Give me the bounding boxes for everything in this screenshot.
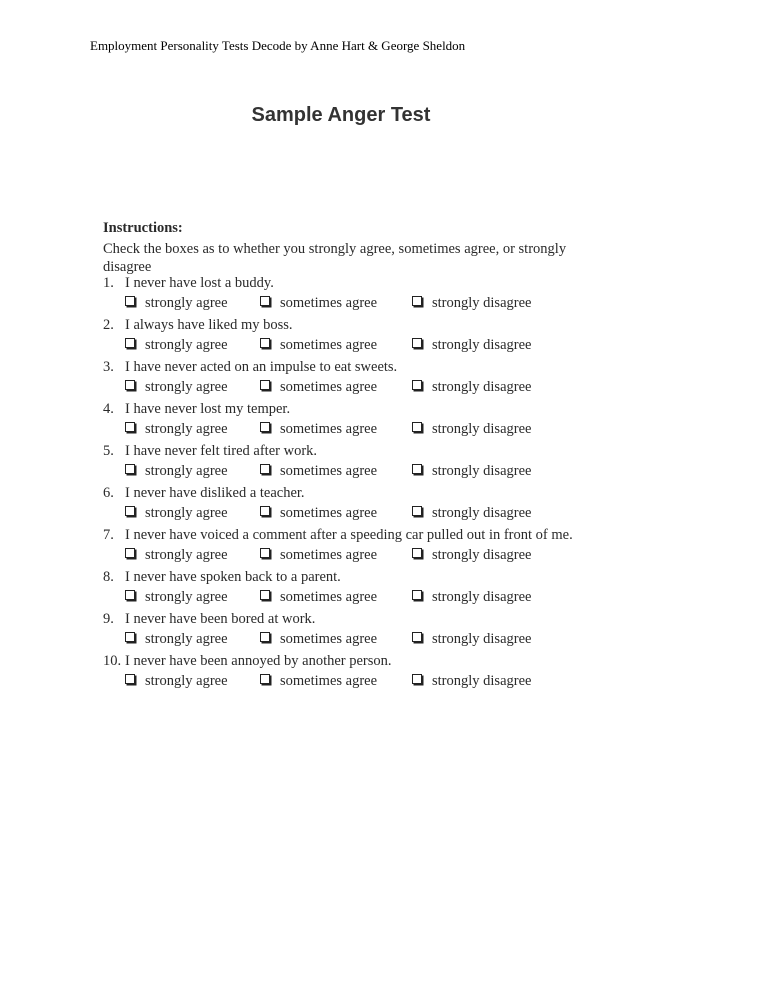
question-number: 2.	[103, 317, 114, 333]
checkbox-icon[interactable]	[260, 422, 270, 432]
option-label: sometimes agree	[280, 673, 378, 689]
question-text: I never have been annoyed by another person.	[125, 653, 392, 669]
option-label: strongly agree	[145, 421, 228, 437]
answer-option[interactable]	[260, 379, 377, 396]
answer-option[interactable]	[125, 589, 228, 606]
answer-option[interactable]	[125, 463, 228, 480]
checkbox-icon[interactable]	[412, 548, 422, 558]
question-number: 6.	[103, 485, 114, 501]
question	[103, 569, 341, 586]
question-number: 7.	[103, 527, 114, 543]
option-label: strongly disagree	[432, 337, 532, 353]
option-label: strongly agree	[145, 547, 228, 563]
checkbox-icon[interactable]	[125, 506, 135, 516]
question-number: 3.	[103, 359, 114, 375]
checkbox-icon[interactable]	[125, 380, 135, 390]
option-label: strongly agree	[145, 505, 228, 521]
checkbox-icon[interactable]	[125, 338, 135, 348]
page-header: Employment Personality Tests Decode by Anne Hart & George Sheldon	[90, 38, 466, 53]
option-label: sometimes agree	[280, 589, 378, 605]
question-number: 8.	[103, 569, 114, 585]
answer-option[interactable]	[125, 295, 228, 312]
answer-option[interactable]	[125, 505, 228, 522]
answer-option[interactable]	[125, 421, 228, 438]
question-text: I have never felt tired after work.	[125, 443, 318, 459]
checkbox-icon[interactable]	[260, 380, 270, 390]
option-label: strongly agree	[145, 589, 228, 605]
question-text: I never have disliked a teacher.	[125, 485, 305, 501]
checkbox-icon[interactable]	[412, 296, 422, 306]
question-text: I never have lost a buddy.	[125, 275, 274, 291]
question	[103, 401, 290, 418]
answer-option[interactable]	[412, 631, 531, 648]
option-label: strongly disagree	[432, 505, 532, 521]
answer-option[interactable]	[260, 589, 377, 606]
option-label: strongly disagree	[432, 463, 532, 479]
option-label: sometimes agree	[280, 547, 378, 563]
option-label: strongly agree	[145, 673, 228, 689]
answer-option[interactable]	[412, 547, 531, 564]
question	[103, 485, 305, 502]
question-text: I have never lost my temper.	[125, 401, 291, 417]
checkbox-icon[interactable]	[412, 338, 422, 348]
question	[103, 443, 317, 460]
option-label: strongly disagree	[432, 421, 532, 437]
checkbox-icon[interactable]	[125, 422, 135, 432]
checkbox-icon[interactable]	[125, 590, 135, 600]
question	[103, 611, 315, 628]
answer-option[interactable]	[260, 631, 377, 648]
answer-option[interactable]	[412, 673, 531, 690]
option-label: sometimes agree	[280, 463, 378, 479]
checkbox-icon[interactable]	[412, 464, 422, 474]
answer-option[interactable]	[125, 673, 228, 690]
answer-option[interactable]	[260, 673, 377, 690]
question-text: I always have liked my boss.	[125, 317, 293, 333]
question-number: 5.	[103, 443, 114, 459]
checkbox-icon[interactable]	[125, 464, 135, 474]
page-title: Sample Anger Test	[251, 104, 431, 126]
instructions-heading: Instructions:	[103, 220, 183, 236]
checkbox-icon[interactable]	[412, 380, 422, 390]
checkbox-icon[interactable]	[125, 548, 135, 558]
option-label: strongly disagree	[432, 673, 532, 689]
question-number: 4.	[103, 401, 114, 417]
checkbox-icon[interactable]	[412, 422, 422, 432]
option-label: strongly disagree	[432, 295, 532, 311]
checkbox-icon[interactable]	[260, 632, 270, 642]
question	[103, 317, 293, 334]
checkbox-icon[interactable]	[260, 506, 270, 516]
answer-option[interactable]	[260, 547, 377, 564]
answer-option[interactable]	[412, 505, 531, 522]
answer-option[interactable]	[412, 379, 531, 396]
question	[103, 653, 392, 670]
question-text: I have never acted on an impulse to eat sweets.	[125, 359, 398, 375]
checkbox-icon[interactable]	[260, 548, 270, 558]
answer-option[interactable]	[412, 463, 531, 480]
answer-option[interactable]	[260, 295, 377, 312]
checkbox-icon[interactable]	[260, 674, 270, 684]
checkbox-icon[interactable]	[412, 674, 422, 684]
option-label: sometimes agree	[280, 337, 378, 353]
question	[103, 275, 274, 292]
option-label: sometimes agree	[280, 379, 378, 395]
answer-option[interactable]	[412, 295, 531, 312]
option-label: strongly agree	[145, 337, 228, 353]
checkbox-icon[interactable]	[125, 632, 135, 642]
option-label: strongly agree	[145, 379, 228, 395]
answer-option[interactable]	[260, 421, 377, 438]
checkbox-icon[interactable]	[125, 296, 135, 306]
answer-option[interactable]	[125, 547, 228, 564]
checkbox-icon[interactable]	[260, 296, 270, 306]
answer-option[interactable]	[412, 421, 531, 438]
checkbox-icon[interactable]	[412, 590, 422, 600]
option-label: sometimes agree	[280, 505, 378, 521]
answer-option[interactable]	[260, 463, 377, 480]
answer-option[interactable]	[412, 337, 531, 354]
question-number: 9.	[103, 611, 114, 627]
option-label: strongly disagree	[432, 379, 532, 395]
option-label: strongly agree	[145, 631, 228, 647]
option-label: strongly disagree	[432, 589, 532, 605]
checkbox-icon[interactable]	[412, 632, 422, 642]
question-number: 10.	[103, 653, 122, 669]
question	[103, 359, 397, 376]
answer-option[interactable]	[125, 337, 228, 354]
question	[103, 527, 573, 544]
option-label: sometimes agree	[280, 421, 378, 437]
question-text: I never have spoken back to a parent.	[125, 569, 341, 585]
option-label: strongly agree	[145, 295, 228, 311]
answer-option[interactable]	[412, 589, 531, 606]
option-label: sometimes agree	[280, 631, 378, 647]
checkbox-icon[interactable]	[125, 674, 135, 684]
question-number: 1.	[103, 275, 114, 291]
checkbox-icon[interactable]	[260, 464, 270, 474]
option-label: strongly agree	[145, 463, 228, 479]
checkbox-icon[interactable]	[260, 338, 270, 348]
answer-option[interactable]	[260, 505, 377, 522]
option-label: strongly disagree	[432, 631, 532, 647]
instructions-text: Check the boxes as to whether you strongly agree, sometimes agree, or strongly disagree	[103, 241, 567, 275]
option-label: sometimes agree	[280, 295, 378, 311]
checkbox-icon[interactable]	[260, 590, 270, 600]
answer-option[interactable]	[125, 631, 228, 648]
answer-option[interactable]	[125, 379, 228, 396]
option-label: strongly disagree	[432, 547, 532, 563]
question-text: I never have voiced a comment after a speeding car pulled out in front of me.	[125, 527, 573, 543]
question-text: I never have been bored at work.	[125, 611, 316, 627]
checkbox-icon[interactable]	[412, 506, 422, 516]
answer-option[interactable]	[260, 337, 377, 354]
